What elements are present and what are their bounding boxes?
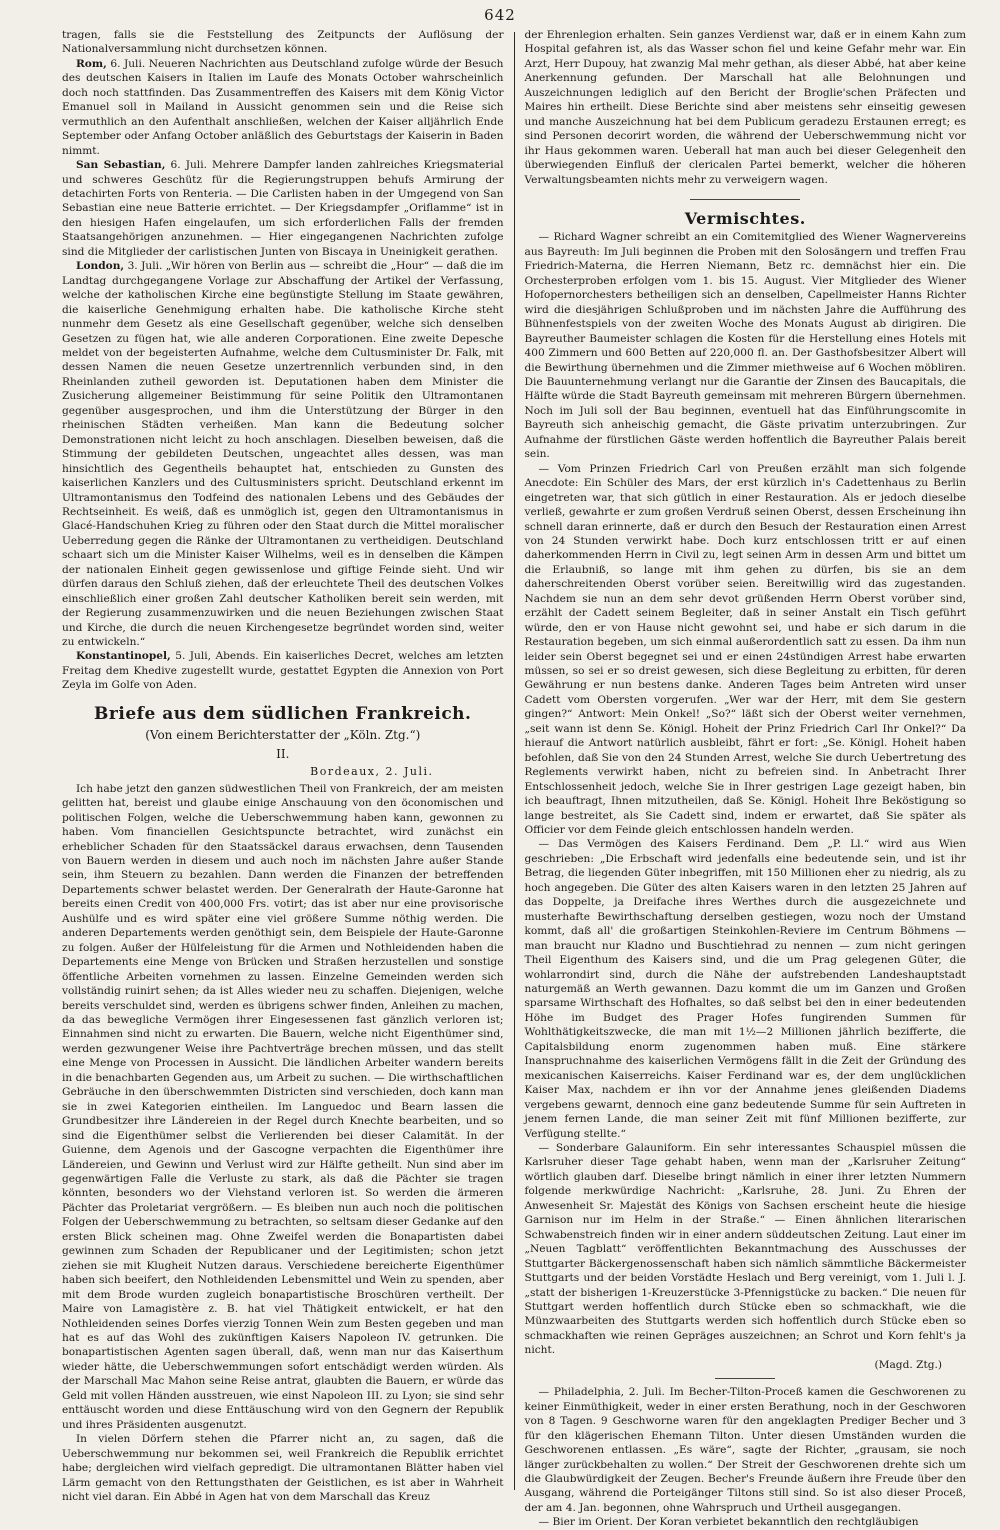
item-separator	[715, 1378, 775, 1379]
dateline-london: London,	[76, 260, 125, 273]
item-vermoegen: — Das Vermögen des Kaisers Ferdinand. Dem „P. Ll.“ wird aus Wien geschrieben: „Die Erbschaft wird jedenfalls eine bedeutende sein, und ist ihr Betrag, die liegenden Güter inbegriffen, mit 150 Millionen eher zu niedrig, als zu hoch angegeben. Die Güter des alten Kaisers waren in den letzten 25 Jahren auf das Doppelte, ja Dreifache ihres Werthes durch die ausgezeichnete und musterhafte Bewirthschaftung derselben gestiegen, wozu noch der Umstand kommt, daß all' die großartigen Steinkohlen-Reviere im Centrum Böhmens — man braucht nur Kladno und Buschtiehrad zu nennen — zum nicht geringen Theil Eigenthum des Kaisers sind, und die um Prag gelegenen Güter, die wohlarrondirt sind, durch die Nähe der aufstrebenden Landeshauptstadt naturgemäß an Werth gewannen. Dazu kommt die um im Ganzen und Großen sparsame Wirthschaft des Hofhaltes, so daß selbst bei den in einer bedeutenden Höhe im Budget des Prager Hofes fungirenden Summen für Wohlthätigkeitszwecke, die man mit 1½—2 Millionen jährlich bezifferte, die Capitalsbildung enorm zugenommen haben muß. Eine stärkere Inanspruchnahme des kaiserlichen Vermögens fällt in die Zeit der Gründung des mexicanischen Kaiserreichs. Kaiser Ferdinand war es, der dem unglücklichen Kaiser Max, nachdem er ihn vor der Annahme jenes gleißenden Diadems vergebens gewarnt, dennoch eine ganz bedeutende Summe für sein Auftreten in jenem fernen Lande, die man seiner Zeit mit fünf Millionen bezifferte, zur Verfügung stellte.“	[524, 838, 967, 1140]
item-philadelphia: — Philadelphia, 2. Juli. Im Becher-Tilton-Proceß kamen die Geschworenen zu keiner Einmüthigkeit, weder in einer ersten Berathung, noch in der Geschworen von 8 Tagen. 9 Geschworne waren für den angeklagten Prediger Becher und 3 für den klägerischen Ehemann Tilton. Unter diesen Umständen wurden die Geschworenen entlassen. „Es wäre“, sagte der Richter, „grausam, sie noch länger zurückbehalten zu wollen.“ Der Streit der Geschworenen drehte sich um die Glaubwürdigkeit der Zeugen. Becher's Freunde äußern ihre Freude über den Ausgang, während die Porteigänger Tiltons still sind. So ist also dieser Proceß, der am 4. Jan. begonnen, ohne Wahrspruch und Urtheil ausgegangen.	[524, 1386, 967, 1514]
item-galauniform-source: (Magd. Ztg.)	[874, 1358, 943, 1371]
item-orient: — Bier im Orient. Der Koran verbietet bekanntlich den rechtgläubigen	[538, 1516, 919, 1529]
item-prinz: — Vom Prinzen Friedrich Carl von Preußen erzählt man sich folgende Anecdote: Ein Schüler des Mars, der erst kürzlich in's Cadettenhaus zu Berlin eingetreten war, that sich gütlich in einer Restauration. Als er jedoch dieselbe verließ, gewahrte er zum großen Verdruß seinen Oberst, dessen Erscheinung ihn schnell daran erinnerte, daß er durch den Besuch der Restauration einen Arrest von 24 Stunden verwirkt habe. Doch kurz entschlossen tritt er auf einen daherkommenden Herrn in Civil zu, legt seinen Arm in dessen Arm und bittet um die Erlaubniß, so lange mit ihm gehen zu dürfen, bis sie an dem daherschreitenden Oberst vorüber seien. Bereitwillig wird das zugestanden. Nachdem sie nun an dem sehr devot grüßenden Herrn Oberst vorüber sind, erzählt der Cadett seinem Begleiter, daß in seiner Anstalt ein Tisch geführt würde, den er von Hause nicht gewohnt sei, und habe er sich darum in die Restauration begeben, um sich einmal außerordentlich satt zu essen. Da ihm nun leider sein Oberst begegnet sei und er einen 24stündigen Arrest habe erwarten müssen, so sei er so dreist gewesen, sich diese Begleitung zu erbitten, für deren Gewährung er nun bestens danke. Anderen Tages beim Antreten wird unser Cadett vom Obersten vorgerufen. „Wer war der Herr, mit dem Sie gestern gingen?“ Antwort: Mein Onkel! „So?“ läßt sich der Oberst weiter vernehmen, „seit wann ist denn Se. Königl. Hoheit der Prinz Friedrich Carl Ihr Onkel?“ Da hierauf die Antwort natürlich ausbleibt, fährt er fort: „Se. Königl. Hoheit haben befohlen, daß Sie von den 24 Stunden Arrest, welche Sie durch Uebertretung des Reglements verwirkt haben, nicht zu befreien sind. In Anbetracht Ihrer Entschlossenheit jedoch, welche Sie in Ihrer gestrigen Lage gezeigt haben, bin ich beauftragt, Ihnen mitzutheilen, daß Se. Königl. Hoheit Ihre Beköstigung so lange bestreitet, als Sie Cadett sind, indem er erwartet, daß Sie später als Officier vor dem Feinde gleich entschlossen handeln werden.	[524, 462, 967, 837]
briefe-paragraph-2: In vielen Dörfern stehen die Pfarrer nicht an, zu sagen, daß die Ueberschwemmung nur bekommen sei, weil Frankreich die Republik errichtet habe; dergleichen wird vielfach gepredigt. Die ultramontanen Blätter haben viel Lärm gemacht von den Rettungsthaten der Geistlichen, es ist aber in Wahrheit nicht viel daran. Ein Abbé in Agen hat von dem Marschall das Kreuz	[62, 1433, 504, 1503]
dateline-san-sebastian: San Sebastian,	[76, 159, 166, 172]
news-konstantinopel	[62, 649, 504, 692]
item-wagner: — Richard Wagner schreibt an ein Comitemitglied des Wiener Wagnervereins aus Bayreuth: Im Juli beginnen die Proben mit den Solosängern und treffen Frau Friedrich-Materna, die Herren Niemann, Betz rc. demnächst hier ein. Die Orchesterproben erfolgen vom 1. bis 15. August. Vier Mitglieder des Wiener Hofopernorchesters betheiligen sich an denselben, Capellmeister Hanns Richter wird die diesjährigen Schlußproben und im nächsten Jahre die Aufführung des Bühnenfestspiels von der zweiten Woche des Monats August ab dirigiren. Die Bayreuther Baumeister schlagen die Kosten für die Herstellung eines Hotels mit 400 Zimmern und 600 Betten auf 220,000 fl. an. Der Gasthofsbesitzer Albert will die Bewirthung übernehmen und die Zimmer miethweise auf 6 Wochen möbliren. Die Bauunternehmung verlangt nur die Garantie der Zinsen des Baucapitals, die Hälfte würde die Stadt Bayreuth gemeinsam mit mehreren Bürgern übernehmen. Noch im Juli soll der Bau beginnen, eventuell hat das Einführungscomite in Bayreuth sich anheischig gemacht, die Gäste privatim unterzubringen. Zur Aufnahme der fürstlichen Gäste werden hoffentlich die Bayreuther Palais bereit sein.	[524, 231, 967, 461]
right-column	[515, 28, 967, 1529]
section-subheading-briefe: (Von einem Berichterstatter der „Köln. Ztg.“)	[145, 727, 421, 742]
place-date: Bordeaux, 2. Juli.	[310, 765, 434, 779]
news-san-sebastian-text: 6. Juli. Mehrere Dampfer landen zahlreiches Kriegsmaterial und schweres Geschütz für die Regierungstruppen behufs Armirung der detachirten Forts von Renteria. — Die Carlisten haben in der Umgegend von San Sebastian eine neue Batterie errichtet. — Der Kriegsdampfer „Oriflamme“ ist in den hiesigen Hafen eingelaufen, um sich erforderlichen Falls der fremden Staatsangehörigen anzunehmen. — Hier eingegangenen Nachrichten zufolge sind die Mitglieder der carlistischen Junten von Biscaya in Uneinigkeit gerathen.	[62, 159, 504, 258]
part-numeral: II.	[276, 746, 290, 761]
briefe-paragraph-1: Ich habe jetzt den ganzen südwestlichen Theil von Frankreich, der am meisten gelitten hat, bereist und glaube einige Anschauung von den öconomischen und politischen Folgen, welche die Ueberschwemmung haben kann, gewonnen zu haben. Vom financiellen Gesichtspuncte betrachtet, wird zunächst ein erheblicher Schaden für den Staatssäckel daraus erwachsen, denn Tausenden von Bauern werden in diesem und auch noch im nächsten Jahre außer Stande sein, ihm Steuern zu bezahlen. Dann werden die Finanzen der betreffenden Departements schwer belastet werden. Der Generalrath der Haute-Garonne hat bereits einen Credit von 400,000 Frs. votirt; das ist aber nur eine provisorische Aushülfe und es wird später eine viel größere Summe nöthig werden. Die anderen Departements werden genöthigt sein, dem Beispiele der Haute-Garonne zu folgen. Außer der Hülfeleistung für die Armen und Nothleidenden haben die Departements eine Menge von Brücken und Straßen herzustellen und sonstige öffentliche Arbeiten vornehmen zu lassen. Einzelne Gemeinden werden sich vollständig ruinirt sehen; da ist Alles wieder neu zu schaffen. Diejenigen, welche bereits verschuldet sind, werden es übrigens schwer finden, Anleihen zu machen, da das bewegliche Vermögen ihrer Eingesessenen fast gänzlich verloren ist; Einnahmen sind nicht zu erwarten. Die Bauern, welche nicht Eigenthümer sind, werden gezwungener Weise ihre Pachtverträge brechen müssen, und das stellt eine Menge von Processen in Aussicht. Die ländlichen Arbeiter wandern bereits in die benachbarten Gegenden aus, um Arbeit zu suchen. — Die wirthschaftlichen Gebräuche in den überschwemmten Districten sind verschieden, doch kann man sie in zwei Kategorien eintheilen. Im Languedoc und Bearn lassen die Grundbesitzer ihre Ländereien in der Regel durch Knechte bearbeiten, und so sind die Eigenthümer selbst die Verlierenden bei dieser Calamität. In der Guienne, dem Agenois und der Gascogne verpachten die Eigenthümer ihre Ländereien, und Gewinn und Verlust wird zur Hälfte getheilt. Nun sind aber im gegenwärtigen Falle die Verluste zu stark, als daß die Pächter sie tragen könnten, besonders wo der Viehstand verloren ist. So werden die ärmeren Pächter das Proletariat vergrößern. — Es bleiben nun auch noch die politischen Folgen der Ueberschwemmung zu betrachten, so seltsam dieser Gedanke auf den ersten Blick scheinen mag. Ohne Zweifel werden die Bonapartisten dabei gewinnen zum Schaden der Republicaner und der Legitimisten; schon jetzt ziehen sie mit Klugheit Nutzen daraus. Verschiedene bereicherte Eigenthümer haben sich beeifert, den Nothleidenden Lebensmittel und Wein zu spenden, aber mit dem Brode wurden zugleich bonapartistische Broschüren vertheilt. Der Maire von Lamagistère z. B. hat viel Thätigkeit entwickelt, er hat den Nothleidenden seines Dorfes vierzig Tonnen Wein zum Besten gegeben und man hat es auf das Wohl des zukünftigen Kaisers Napoleon IV. getrunken. Die bonapartistischen Agenten sagen überall, daß, wenn man nur das Kaiserthum wieder hätte, die Ueberschwemmungen sofort entschädigt werden würden. Als der Marschall Mac Mahon seine Reise antrat, glaubten die Bauern, er würde das Geld mit vollen Händen ausstreuen, wie einst Napoleon III. zu Lyon; sie sind sehr enttäuscht worden und diese Enttäuschung wird von den Gegnern der Republik und ihres Präsidenten ausgenutzt.	[62, 782, 504, 1431]
section-heading-briefe: Briefe aus dem südlichen Frankreich.	[94, 703, 472, 724]
item-galauniform: — Sonderbare Galauniform. Ein sehr interessantes Schauspiel müssen die Karlsruher dieser Tage gehabt haben, wenn man der „Karlsruher Zeitung“ wörtlich glauben darf. Dieselbe bringt nämlich in einer ihrer letzten Nummern folgende merkwürdige Nachricht: „Karlsruhe, 28. Juni. Zu Ehren der Anwesenheit Sr. Majestät des Königs von Sachsen erscheint heute die hiesige Garnison nur im Helm in der Straße.“ — Einen ähnlichen literarischen Schwabenstreich finden wir in einer andern süddeutschen Zeitung. Laut einer im „Neuen Tagblatt“ veröffentlichten Bekanntmachung des Ausschusses der Stuttgarter Bäckergenossenschaft haben sich nämlich sämmtliche Bäckermeister Stuttgarts und der beiden Vorstädte Heslach und Berg vereinigt, vom 1. Juli l. J. „statt der bisherigen 1-Kreuzerstücke 3-Pfennigstücke zu backen.“ Die neuen für Stuttgart werden hoffentlich durch Stücke eben so schmackhaft, wie die Münzwaarbeiten des Stuttgarts werden sich hoffentlich durch Stücke eben so schmackhaften wie reinen Gepräges auszeichnen; an Schrot und Korn fehlt's ja nicht.	[524, 1141, 967, 1357]
news-san-sebastian	[62, 158, 504, 259]
section-separator	[690, 199, 800, 200]
news-london-text: 3. Juli. „Wir hören von Berlin aus — schreibt die „Hour“ — daß die im Landtag durchgegangene Vorlage zur Abschaffung der Artikel der Verfassung, welche der katholischen Kirche eine begünstigte Stellung im Staate gewähren, die kaiserliche Genehmigung erhalten habe. Die katholische Kirche steht nunmehr dem Gesetz als eine Gesellschaft gegenüber, welche sich denselben Gesetzen zu fügen hat, wie alle anderen Corporationen. Eine zweite Depesche meldet von der begeisterten Aufnahme, welche dem Cultusminister Dr. Falk, mit dessen Namen die neuen Gesetze unzertrennlich verbunden sind, in den Rheinlanden zutheil geworden ist. Deputationen haben dem Minister die Zusicherung allgemeiner Beistimmung für seine Politik den Ultramontanen gegenüber ausgesprochen, und ihm die Unterstützung der Bürger in den rheinischen Städten verheißen. Man kann die Bedeutung solcher Demonstrationen nicht leicht zu hoch anschlagen. Dieselben beweisen, daß die Stimmung der gebildeten Deutschen, ungeachtet alles dessen, was man hinsichtlich des Gegentheils behauptet hat, entschieden zu Gunsten des kaiserlichen Kanzlers und des Cultusministers spricht. Deutschland erkennt im Ultramontanismus den Todfeind des nationalen Lebens und des Gebäudes der Rechtseinheit. Es weiß, daß es unmöglich ist, gegen den Ultramontanismus in Glacé-Handschuhen Krieg zu führen oder den Staat durch die Mittel moralischer Ueberredung gegen die Ränke der Ultramontanen zu vertheidigen. Deutschland schaart sich um die Minister Kaiser Wilhelms, weil es in denselben die Kämpen der nationalen Einheit gegen gewissenlose und giftige Feinde sieht. Und wir dürfen daraus den Schluß ziehen, daß der erleuchtete Theil des deutschen Volkes einschließlich einer großen Zahl deutscher Katholiken bereit sein werden, mit der Regierung zusammenzuwirken und die neuen Beziehungen zwischen Staat und Kirche, die durch die neuen Kirchengesetze begründet worden sind, weiter zu entwickeln.“	[62, 260, 504, 649]
news-rom	[62, 57, 504, 158]
article-continuation: tragen, falls sie die Feststellung des Zeitpuncts der Auflösung der Nationalversammlung nicht durchsetzen können.	[62, 29, 504, 56]
news-konstantinopel-text: 5. Juli, Abends. Ein kaiserliches Decret, welches am letzten Freitag dem Khedive zugestellt wurde, gestattet Egypten die Annexion von Port Zeyla im Golfe von Aden.	[62, 650, 504, 692]
columns	[62, 28, 967, 1529]
news-rom-text: 6. Juli. Neueren Nachrichten aus Deutschland zufolge würde der Besuch des deutschen Kaisers in Italien im Laufe des Monats October wahrscheinlich doch noch stattfinden. Das Zusammentreffen des Kaisers mit dem König Victor Emanuel soll in Mailand in Aussicht genommen sein und die Reise sich vermuthlich an den Aufenthalt anschließen, welchen der Kaiser alljährlich Ende September oder Anfang October anläßlich des Geburtstags der Kaiserin in Baden nimmt.	[62, 57, 504, 157]
briefe-continuation: der Ehrenlegion erhalten. Sein ganzes Verdienst war, daß er in einem Kahn zum Hospital gefahren ist, als das Wasser schon fiel und keine Gefahr mehr war. Ein Arzt, Herr Dupouy, hat zwanzig Mal mehr gethan, als dieser Abbé, hat aber keine Anerkennung gefunden. Der Marschall hat alle Belohnungen und Auszeichnungen lediglich auf den Bericht der Broglie'schen Präfecten und Maires hin ertheilt. Diese Berichte sind aber meistens sehr einseitig gewesen und manche Auszeichnung hat bei dem Publicum geradezu Erstaunen erregt; es sind Personen decorirt worden, die während der Ueberschwemmung nicht vor ihr Haus gekommen waren. Ueberall hat man auch bei dieser Gelegenheit den überwiegenden Einfluß der clericalen Partei bemerkt, welcher die höheren Verwaltungsbeamten nichts mehr zu verweigern wagen.	[524, 29, 967, 186]
page-number: 642	[484, 6, 516, 24]
left-column	[62, 28, 514, 1503]
news-london	[62, 259, 504, 649]
dateline-konstantinopel: Konstantinopel,	[76, 650, 171, 663]
dateline-rom: Rom,	[76, 57, 107, 70]
section-heading-vermischtes: Vermischtes.	[684, 208, 806, 228]
